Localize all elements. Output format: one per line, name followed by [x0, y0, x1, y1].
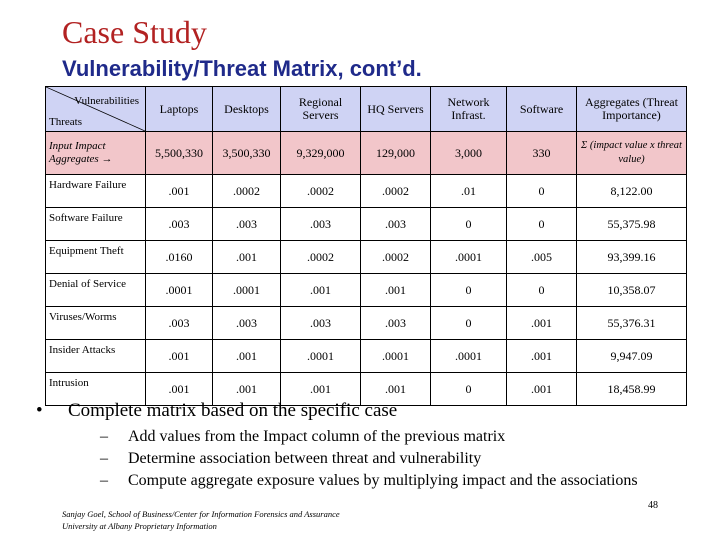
association-value: .005	[507, 241, 577, 274]
association-value: .001	[146, 373, 213, 406]
impact-value: 9,329,000	[281, 132, 361, 175]
association-value: .003	[213, 307, 281, 340]
threat-label: Software Failure	[46, 208, 146, 241]
column-header-laptops: Laptops	[146, 87, 213, 132]
association-value: .0160	[146, 241, 213, 274]
impact-value: 129,000	[361, 132, 431, 175]
threats-axis-label: Threats	[49, 116, 82, 128]
aggregate-value: 18,458.99	[577, 373, 687, 406]
association-value: .001	[281, 373, 361, 406]
association-value: .0001	[431, 241, 507, 274]
slide-subtitle: Vulnerability/Threat Matrix, cont’d.	[62, 56, 422, 81]
sub-bullet-text: Determine association between threat and vulnerability	[128, 450, 482, 467]
impact-aggregates-row	[46, 132, 687, 175]
association-value: .0002	[213, 175, 281, 208]
association-value: 0	[507, 274, 577, 307]
threat-label: Insider Attacks	[46, 340, 146, 373]
association-value: .003	[146, 208, 213, 241]
association-value: .003	[281, 208, 361, 241]
association-value: .0002	[361, 241, 431, 274]
header-row	[46, 87, 687, 132]
association-value: .001	[507, 373, 577, 406]
threat-row	[46, 307, 687, 340]
bullet-dot: •	[36, 400, 43, 421]
association-value: 0	[507, 208, 577, 241]
association-value: .0002	[281, 175, 361, 208]
threat-label: Intrusion	[46, 373, 146, 406]
association-value: .003	[146, 307, 213, 340]
impact-value: 5,500,330	[146, 132, 213, 175]
association-value: .001	[146, 340, 213, 373]
association-value: .0001	[146, 274, 213, 307]
association-value: .0001	[281, 340, 361, 373]
association-value: .001	[361, 274, 431, 307]
association-value: .001	[507, 340, 577, 373]
association-value: .003	[281, 307, 361, 340]
column-header-regional-servers: Regional Servers	[281, 87, 361, 132]
threat-row	[46, 274, 687, 307]
association-value: 0	[431, 307, 507, 340]
association-value: .001	[213, 241, 281, 274]
association-value: .01	[431, 175, 507, 208]
footer-line-2: University at Albany Proprietary Information	[62, 521, 217, 531]
association-value: 0	[431, 208, 507, 241]
column-header-hq-servers: HQ Servers	[361, 87, 431, 132]
page-number: 48	[648, 500, 658, 511]
footer-line-1: Sanjay Goel, School of Business/Center for Information Forensics and Assurance	[62, 509, 340, 519]
sub-bullet: – Determine association between threat and vulnerability	[100, 450, 482, 467]
sub-bullet: – Add values from the Impact column of the previous matrix	[100, 428, 506, 445]
threat-label: Viruses/Worms	[46, 307, 146, 340]
footer-credit	[62, 508, 340, 532]
association-value: .001	[213, 340, 281, 373]
threat-row	[46, 175, 687, 208]
column-header-software: Software	[507, 87, 577, 132]
column-header-desktops: Desktops	[213, 87, 281, 132]
main-bullet-text: Complete matrix based on the specific case	[68, 400, 398, 421]
impact-value: 3,500,330	[213, 132, 281, 175]
association-value: .003	[213, 208, 281, 241]
aggregate-value: 9,947.09	[577, 340, 687, 373]
column-header-network-infrast: Network Infrast.	[431, 87, 507, 132]
threat-label: Equipment Theft	[46, 241, 146, 274]
threat-row	[46, 208, 687, 241]
association-value: .001	[146, 175, 213, 208]
sub-bullets	[100, 426, 638, 492]
sub-bullet-text: Compute aggregate exposure values by multiplying impact and the associations	[128, 472, 638, 489]
vulnerabilities-axis-label: Vulnerabilities	[74, 95, 139, 107]
aggregate-value: 93,399.16	[577, 241, 687, 274]
association-value: .003	[361, 307, 431, 340]
association-value: 0	[507, 175, 577, 208]
aggregate-formula: Σ (impact value x threat value)	[577, 132, 687, 175]
association-value: .001	[213, 373, 281, 406]
matrix-corner-cell	[46, 87, 146, 132]
aggregate-value: 10,358.07	[577, 274, 687, 307]
aggregate-value: 8,122.00	[577, 175, 687, 208]
association-value: 0	[431, 274, 507, 307]
column-header-aggregates: Aggregates (Threat Importance)	[577, 87, 687, 132]
association-value: .0002	[361, 175, 431, 208]
threat-rows	[46, 175, 687, 406]
association-value: .0001	[213, 274, 281, 307]
vulnerability-threat-matrix	[45, 86, 687, 406]
impact-value: 330	[507, 132, 577, 175]
threat-label: Denial of Service	[46, 274, 146, 307]
threat-row	[46, 340, 687, 373]
association-value: .0002	[281, 241, 361, 274]
association-value: 0	[431, 373, 507, 406]
main-bullet	[36, 400, 397, 422]
aggregate-value: 55,376.31	[577, 307, 687, 340]
association-value: .003	[361, 208, 431, 241]
association-value: .0001	[431, 340, 507, 373]
slide-title: Case Study	[62, 14, 207, 50]
association-value: .0001	[361, 340, 431, 373]
sub-bullet: – Compute aggregate exposure values by multiplying impact and the associations	[100, 472, 638, 489]
association-value: .001	[281, 274, 361, 307]
association-value: .001	[507, 307, 577, 340]
threat-row	[46, 241, 687, 274]
sub-bullet-text: Add values from the Impact column of the previous matrix	[128, 428, 506, 445]
impact-value: 3,000	[431, 132, 507, 175]
threat-label: Hardware Failure	[46, 175, 146, 208]
impact-row-label: Input Impact Aggregates →	[46, 132, 146, 175]
aggregate-value: 55,375.98	[577, 208, 687, 241]
association-value: .001	[361, 373, 431, 406]
